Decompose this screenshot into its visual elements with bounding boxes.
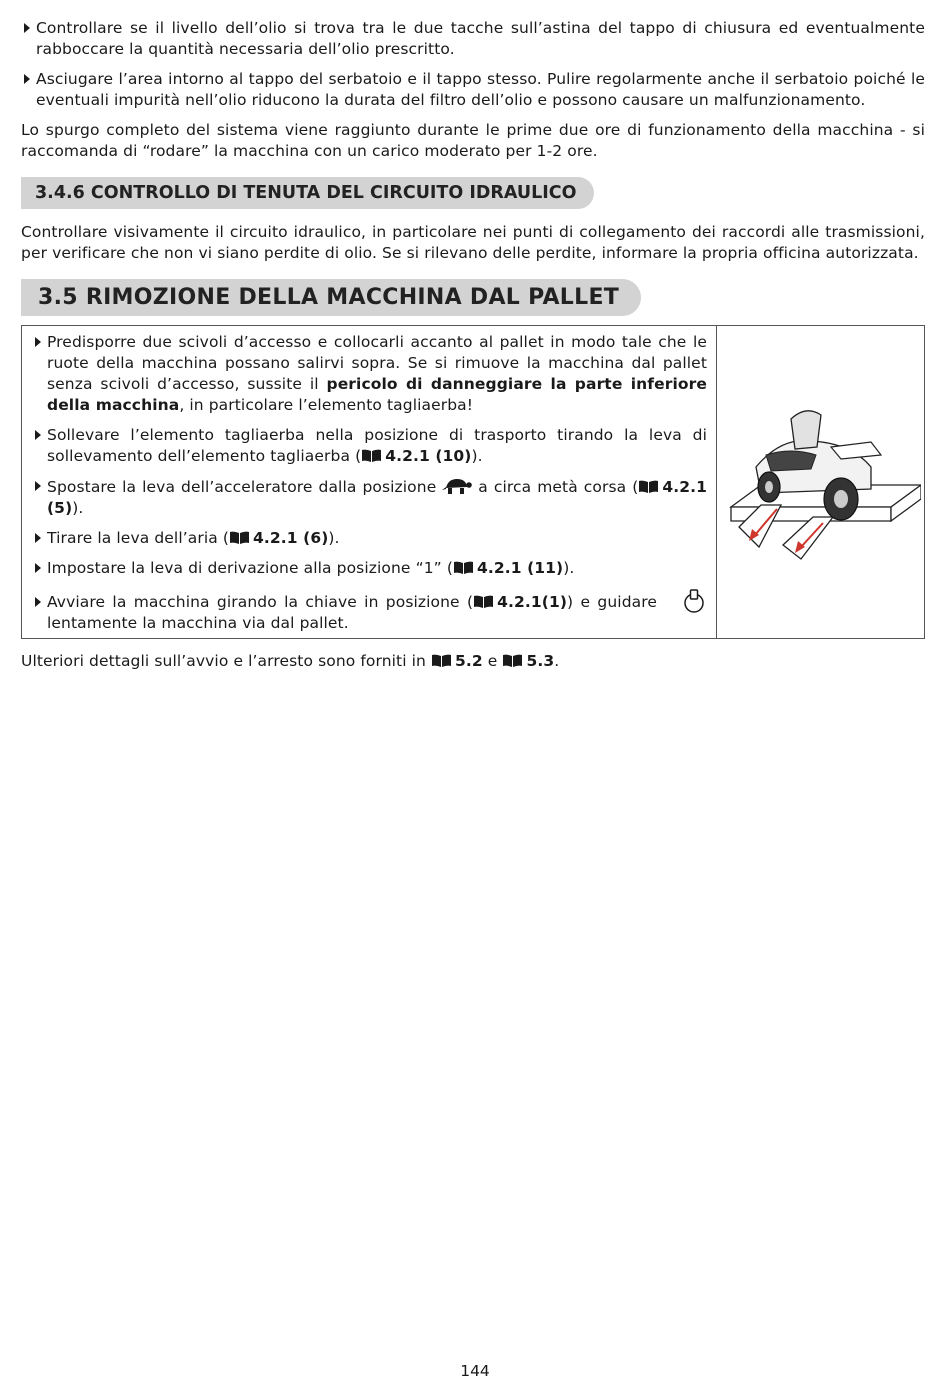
instructions-table bbox=[21, 325, 925, 639]
closing-paragraph: Ulteriori dettagli sull’avvio e l’arresto sono forniti in 5.2 e 5.3. bbox=[21, 652, 560, 670]
section-heading-35 bbox=[21, 279, 925, 316]
turtle-icon bbox=[442, 476, 472, 496]
manual-book-icon bbox=[453, 561, 474, 574]
reference-link[interactable]: 5.3 bbox=[526, 652, 555, 670]
reference-link[interactable]: 4.2.1(1) bbox=[497, 593, 568, 611]
section-heading-346 bbox=[21, 177, 925, 209]
heading-346: 3.4.6 CONTROLLO DI TENUTA DEL CIRCUITO IDRAULICO bbox=[21, 177, 594, 209]
paragraph-system-purge: Lo spurgo completo del sistema viene raggiunto durante le prime due ore di funzionamento della macchina - si raccomanda di “rodare” la macchina con un carico moderato per 1-2 ore. bbox=[21, 121, 925, 160]
step-bypass: Impostare la leva di derivazione alla posizione “1” ( 4.2.1 (11)). bbox=[32, 558, 707, 579]
step-choke: Tirare la leva dell’aria ( 4.2.1 (6)). bbox=[32, 528, 707, 549]
manual-book-icon bbox=[361, 449, 382, 462]
step-throttle: Spostare la leva dell’acceleratore dalla posizione a circa metà corsa ( 4.2.1 (5)). bbox=[32, 476, 707, 519]
manual-book-icon bbox=[638, 480, 659, 493]
ignition-key-icon bbox=[681, 588, 707, 614]
page-number: 144 bbox=[460, 1362, 490, 1380]
step-start-row bbox=[32, 588, 707, 634]
paragraph-hydraulic-check: Controllare visivamente il circuito idraulico, in particolare nei punti di collegamento dei raccordi alle trasmissioni, per verificare che non vi siano perdite di olio. Se si rilevano delle perdite, informare la propria officina autorizzata. bbox=[21, 223, 925, 262]
page-content bbox=[21, 18, 925, 672]
step-start-engine: Avviare la macchina girando la chiave in posizione ( 4.2.1(1)) e guidare lentamente la macchina via dal pallet. bbox=[32, 592, 657, 634]
manual-book-icon bbox=[229, 531, 250, 544]
manual-book-icon bbox=[473, 595, 494, 608]
manual-book-icon bbox=[431, 654, 452, 667]
reference-link[interactable]: 4.2.1 (10) bbox=[385, 447, 472, 465]
reference-link[interactable]: 5.2 bbox=[455, 652, 483, 670]
reference-link[interactable]: 4.2.1 (6) bbox=[253, 529, 329, 547]
bullet-oil-level: Controllare se il livello dell’olio si trova tra le due tacche sull’astina del tappo di chiusura ed eventualmente rabboccare la quantità necessaria dell’olio prescritto. bbox=[21, 18, 925, 60]
bullet-clean-tank: Asciugare l’area intorno al tappo del serbatoio e il tappo stesso. Pulire regolarmente anche il serbatoio poiché le eventuali impurità nell’olio riducono la durata del filtro dell’olio e possono causare un malfunzionamento. bbox=[21, 69, 925, 111]
heading-35: 3.5 RIMOZIONE DELLA MACCHINA DAL PALLET bbox=[21, 279, 641, 316]
manual-book-icon bbox=[502, 654, 523, 667]
step-raise-mower: Sollevare l’elemento tagliaerba nella posizione di trasporto tirando la leva di sollevamento dell’elemento tagliaerba ( 4.2.1 (10)). bbox=[32, 425, 707, 467]
illustration-cell bbox=[717, 326, 924, 638]
step-ramps: Predisporre due scivoli d’accesso e collocarli accanto al pallet in modo tale che le ruote della macchina possano salirvi sopra. Se si rimuove la macchina dal pallet senza scivoli d’accesso, sussite il pericolo di danneggiare la parte inferiore della macchina, in particolare l’elemento tagliaerba! bbox=[32, 332, 707, 416]
reference-link[interactable]: 4.2.1 (5) bbox=[47, 478, 707, 517]
instructions-column bbox=[22, 326, 717, 638]
tractor-ramp-illustration bbox=[721, 397, 921, 567]
reference-link[interactable]: 4.2.1 (11) bbox=[476, 559, 564, 577]
